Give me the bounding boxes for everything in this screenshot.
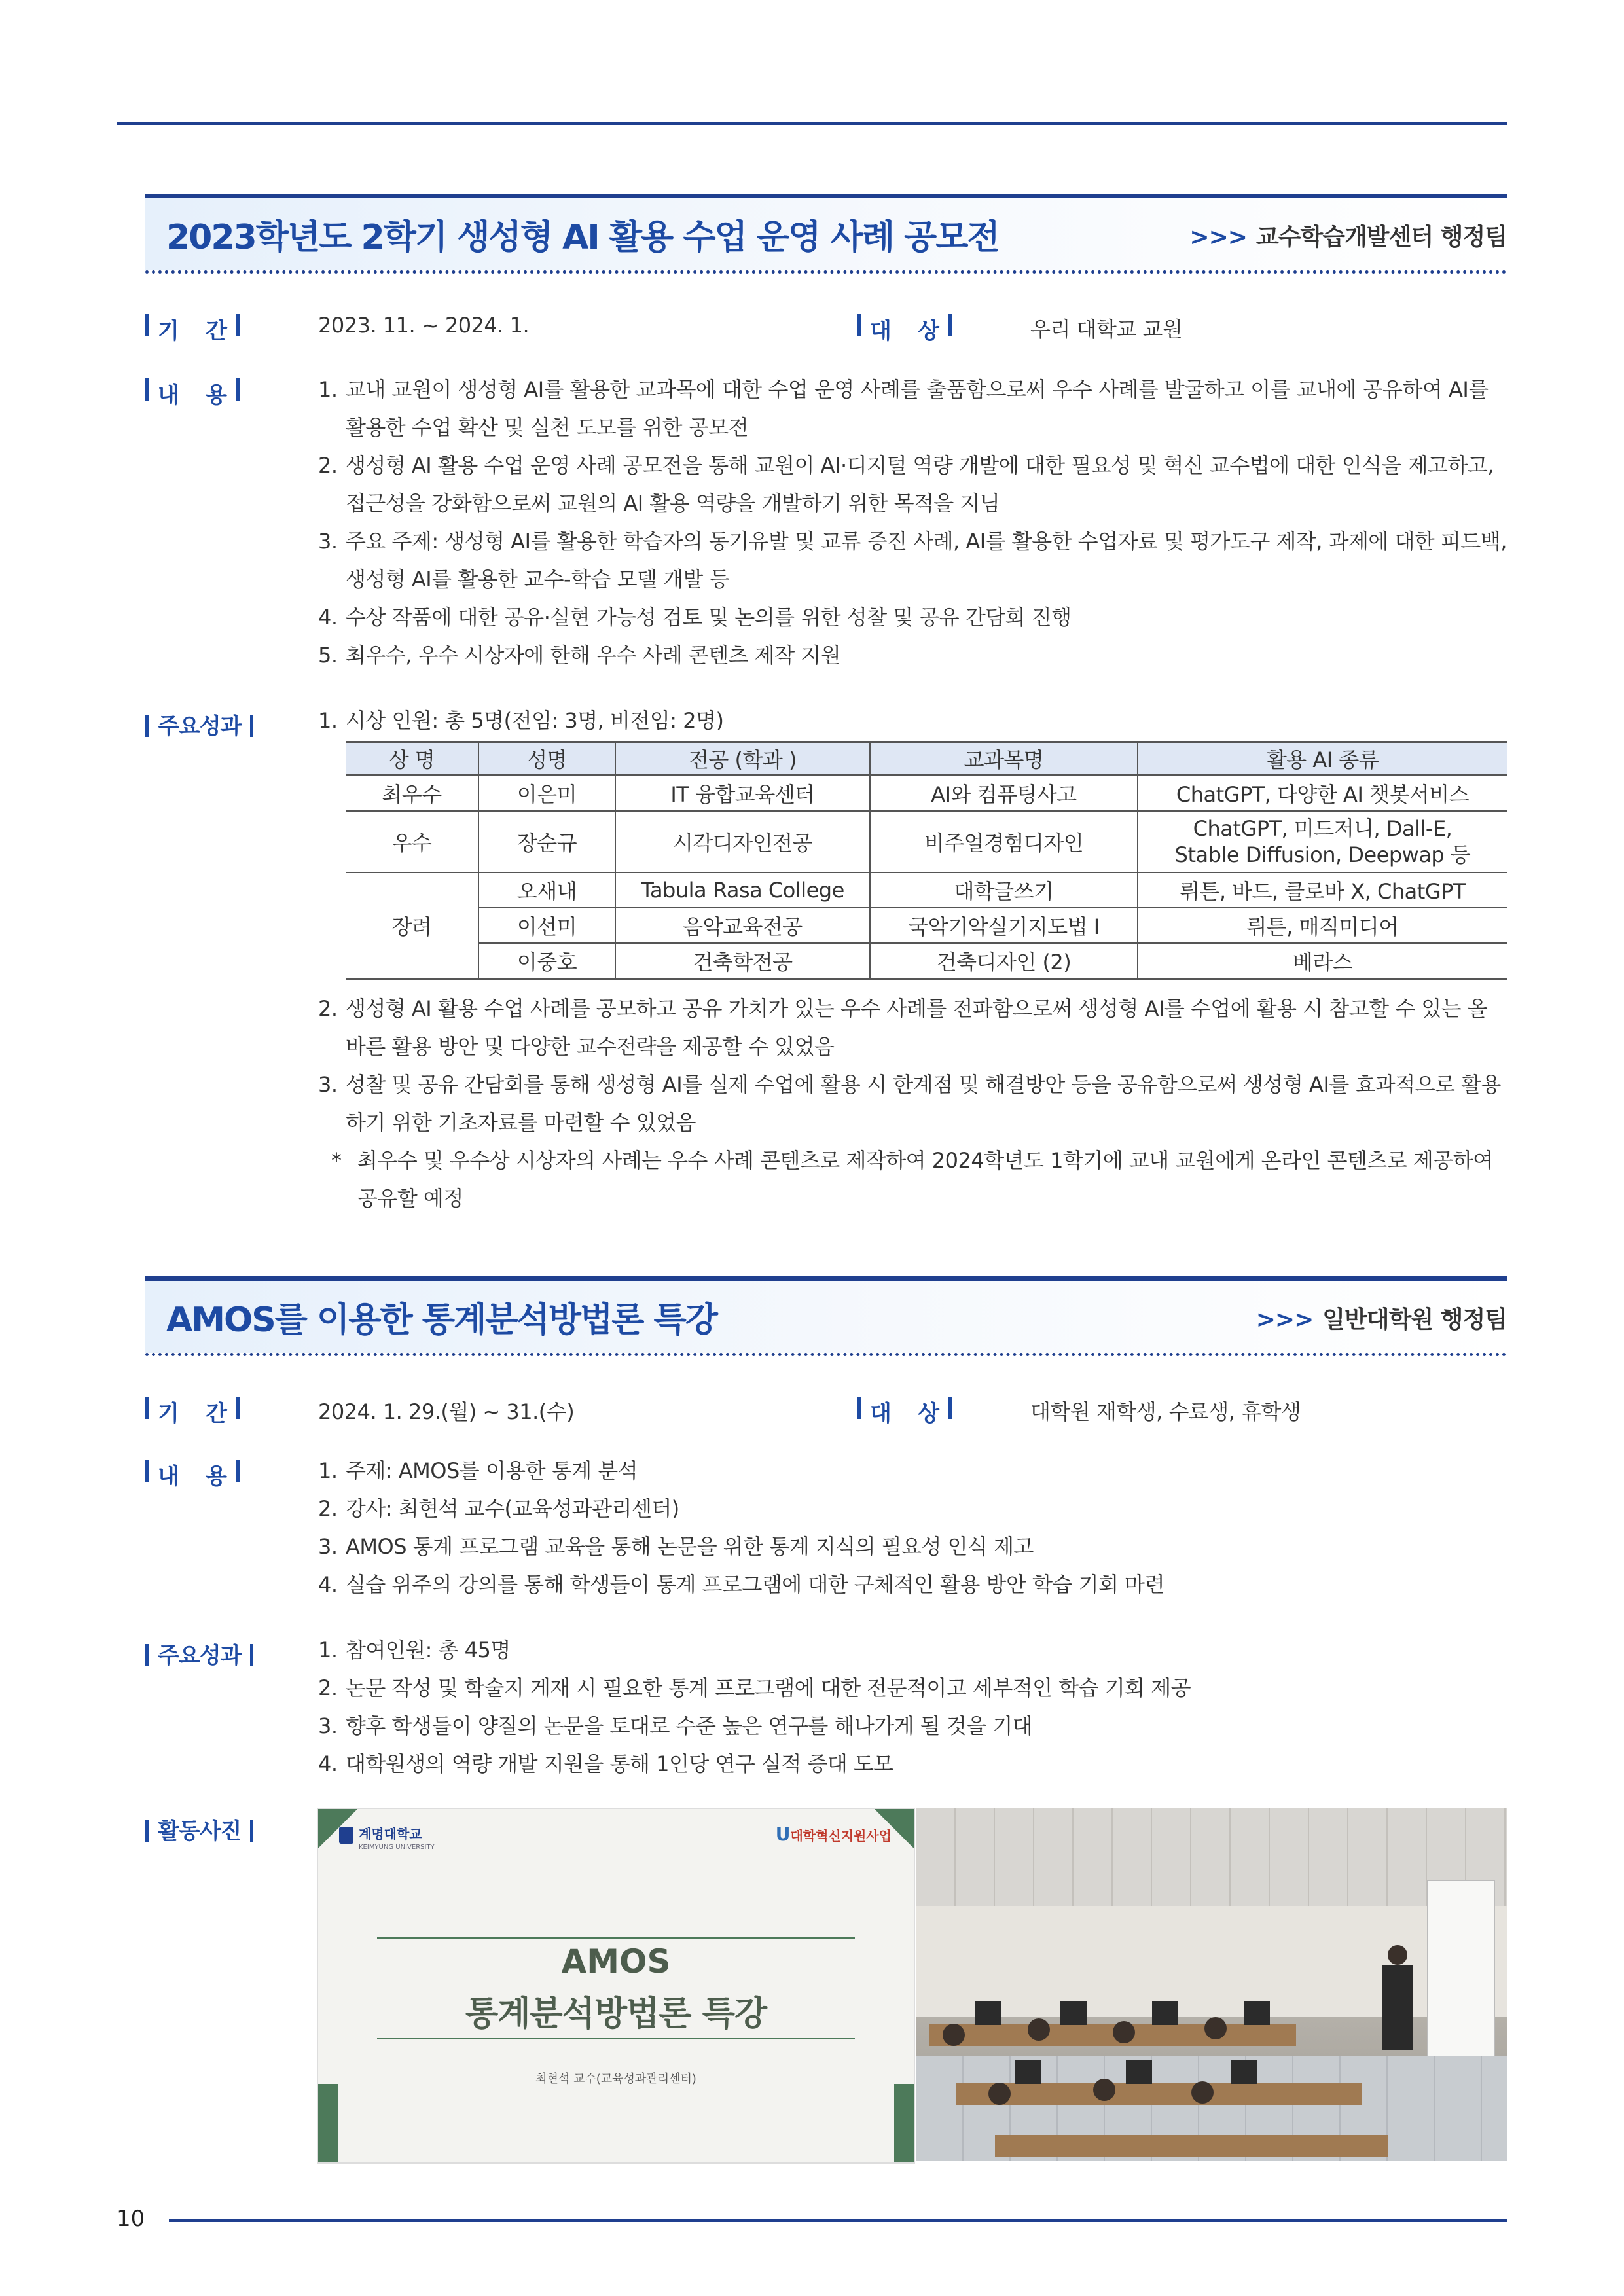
list-item: 3. 주요 주제: 생성형 AI를 활용한 학습자의 동기유발 및 교류 증진 사례, AI를 활용한 수업자료 및 평가도구 제작, 과제에 대한 피드백, 생성형 AI를 활용한 교수-학습 모델 개발 등	[318, 529, 1507, 592]
col-ai: 활용 AI 종류	[1138, 742, 1507, 776]
list-item: 4. 수상 작품에 대한 공유·실현 가능성 검토 및 논의를 위한 성찰 및 공유 간담회 진행	[318, 605, 1072, 630]
section1-content-label: 내 용	[145, 377, 240, 409]
col-course: 교과목명	[870, 742, 1138, 776]
name-cell: 이중호	[478, 943, 615, 979]
list-item: 3. AMOS 통계 프로그램 교육을 통해 논문을 위한 통계 지식의 필요성 인식 제고	[318, 1534, 1034, 1559]
section1-title: 2023학년도 2학기 생성형 AI 활용 수업 운영 사례 공모전	[166, 218, 999, 257]
ai-cell: ChatGPT, 다양한 AI 챗봇서비스	[1138, 776, 1507, 812]
section2-dept-name: 일반대학원 행정팀	[1322, 1306, 1507, 1333]
course-cell: 비주얼경험디자인	[870, 811, 1138, 872]
slide-title-line2: 통계분석방법론 특강	[465, 1994, 767, 2034]
classroom-photo	[916, 1808, 1507, 2161]
major-cell: 건축학전공	[615, 943, 870, 979]
section1-content-list	[318, 370, 1507, 674]
major-cell: 시각디자인전공	[615, 811, 870, 872]
top-rule	[117, 122, 1507, 125]
course-cell: 대학글쓰기	[870, 872, 1138, 908]
section1-period-label: 기 간	[145, 313, 240, 345]
course-cell: 건축디자인 (2)	[870, 943, 1138, 979]
table-row	[346, 811, 1507, 872]
projection-screen	[1427, 1880, 1495, 2079]
section1-period-value: 2023. 11. ~ 2024. 1.	[318, 313, 530, 338]
section2-title: AMOS를 이용한 통계분석방법론 특강	[166, 1300, 717, 1340]
award-cell: 우수	[346, 811, 478, 872]
section2-header	[145, 1276, 1507, 1356]
list-item: 2. 논문 작성 및 학술지 게재 시 필요한 통계 프로그램에 대한 전문적이고 세부적인 학습 기회 제공	[318, 1676, 1191, 1700]
ai-cell: ChatGPT, 미드저니, Dall-E, Stable Diffusion, Deepwap 등	[1138, 811, 1507, 872]
university-logo: 계명대학교 KEIMYUNG UNIVERSITY	[339, 1823, 435, 1851]
section2-results-list	[318, 1631, 1507, 1783]
section1-dept	[1189, 219, 1507, 252]
name-cell: 장순규	[478, 811, 615, 872]
section2-content-list	[318, 1452, 1507, 1604]
course-cell: 국악기악실기지도법 I	[870, 908, 1138, 943]
section1-dept-name: 교수학습개발센터 행정팀	[1255, 224, 1507, 251]
slide-presenter: 최현석 교수(교육성과관리센터)	[535, 2072, 696, 2086]
ai-cell: 베라스	[1138, 943, 1507, 979]
table-header-row	[346, 742, 1507, 776]
name-cell: 이은미	[478, 776, 615, 812]
table-row	[346, 943, 1507, 979]
col-major: 전공 (학과 )	[615, 742, 870, 776]
list-item: 1. 주제: AMOS를 이용한 통계 분석	[318, 1458, 638, 1483]
name-cell: 이선미	[478, 908, 615, 943]
section2-period-label: 기 간	[145, 1395, 240, 1427]
ai-cell: 뤼튼, 매직미디어	[1138, 908, 1507, 943]
ai-cell: 뤼튼, 바드, 클로바 X, ChatGPT	[1138, 872, 1507, 908]
list-item: 2. 생성형 AI 활용 수업 운영 사례 공모전을 통해 교원이 AI·디지털 역량 개발에 대한 필요성 및 혁신 교수법에 대한 인식을 제고하고, 접근성을 강화함으로써 교원의 AI 활용 역량을 개발하기 위한 목적을 지님	[318, 453, 1494, 516]
list-item: 1. 시상 인원: 총 5명(전임: 3명, 비전임: 2명)	[318, 708, 724, 733]
award-table	[346, 741, 1507, 980]
list-item: 2. 생성형 AI 활용 수업 사례를 공모하고 공유 가치가 있는 우수 사례를 전파함으로써 생성형 AI를 수업에 활용 시 참고할 수 있는 올바른 활용 방안 및 다양한 교수전략을 제공할 수 있었음	[318, 996, 1488, 1059]
table-row	[346, 872, 1507, 908]
section1-results-intro	[318, 702, 1507, 740]
page-number: 10	[117, 2206, 145, 2232]
section2-content-label: 내 용	[145, 1458, 240, 1490]
list-item: 3. 향후 학생들이 양질의 논문을 토대로 수준 높은 연구를 해나가게 될 것을 기대	[318, 1713, 1033, 1738]
list-item: 1. 참여인원: 총 45명	[318, 1638, 511, 1662]
major-cell: IT 융합교육센터	[615, 776, 870, 812]
col-award: 상 명	[346, 742, 478, 776]
lecture-slide-photo	[317, 1808, 915, 2164]
section2-results-label: 주요성과	[145, 1638, 253, 1670]
bottom-rule	[169, 2219, 1507, 2222]
section1-results-list	[318, 990, 1507, 1217]
list-item: 2. 강사: 최현석 교수(교육성과관리센터)	[318, 1496, 679, 1521]
section1-target-value: 우리 대학교 교원	[1030, 317, 1183, 342]
col-name: 성명	[478, 742, 615, 776]
slide-title-line1: AMOS	[561, 1943, 671, 1981]
section2-target-value: 대학원 재학생, 수료생, 휴학생	[1030, 1399, 1301, 1424]
major-cell: Tabula Rasa College	[615, 872, 870, 908]
list-item: 5. 최우수, 우수 시상자에 한해 우수 사례 콘텐츠 제작 지원	[318, 643, 841, 668]
section1-header	[145, 194, 1507, 274]
section2-period-value: 2024. 1. 29.(월) ~ 31.(수)	[318, 1399, 575, 1424]
table-row	[346, 776, 1507, 812]
arrows-icon: >>>	[1189, 224, 1247, 251]
note-item: * 최우수 및 우수상 시상자의 사례는 우수 사례 콘텐츠로 제작하여 2024학년도 1학기에 교내 교원에게 온라인 콘텐츠로 제공하여 공유할 예정	[331, 1148, 1493, 1211]
list-item: 1. 교내 교원이 생성형 AI를 활용한 교과목에 대한 수업 운영 사례를 출품함으로써 우수 사례를 발굴하고 이를 교내에 공유하여 AI를 활용한 수업 확산 및 실천 도모를 위한 공모전	[318, 377, 1489, 440]
table-row	[346, 908, 1507, 943]
award-cell: 최우수	[346, 776, 478, 812]
section1-target-label: 대 상	[857, 313, 952, 345]
list-item: 4. 대학원생의 역량 개발 지원을 통해 1인당 연구 실적 증대 도모	[318, 1751, 893, 1776]
arrows-icon: >>>	[1255, 1306, 1314, 1333]
program-logo: U대학혁신지원사업	[775, 1823, 892, 1845]
award-cell: 장려	[346, 872, 478, 979]
list-item: 4. 실습 위주의 강의를 통해 학생들이 통계 프로그램에 대한 구체적인 활용 방안 학습 기회 마련	[318, 1572, 1164, 1597]
name-cell: 오새내	[478, 872, 615, 908]
course-cell: AI와 컴퓨팅사고	[870, 776, 1138, 812]
list-item: 3. 성찰 및 공유 간담회를 통해 생성형 AI를 실제 수업에 활용 시 한계점 및 해결방안 등을 공유함으로써 생성형 AI를 효과적으로 활용하기 위한 기초자료를 마련할 수 있었음	[318, 1072, 1502, 1135]
university-emblem-icon	[339, 1827, 353, 1844]
section2-target-label: 대 상	[857, 1395, 952, 1427]
section2-dept	[1256, 1301, 1507, 1335]
section2-photos-label: 활동사진	[145, 1813, 253, 1845]
major-cell: 음악교육전공	[615, 908, 870, 943]
section1-results-label: 주요성과	[145, 708, 253, 740]
